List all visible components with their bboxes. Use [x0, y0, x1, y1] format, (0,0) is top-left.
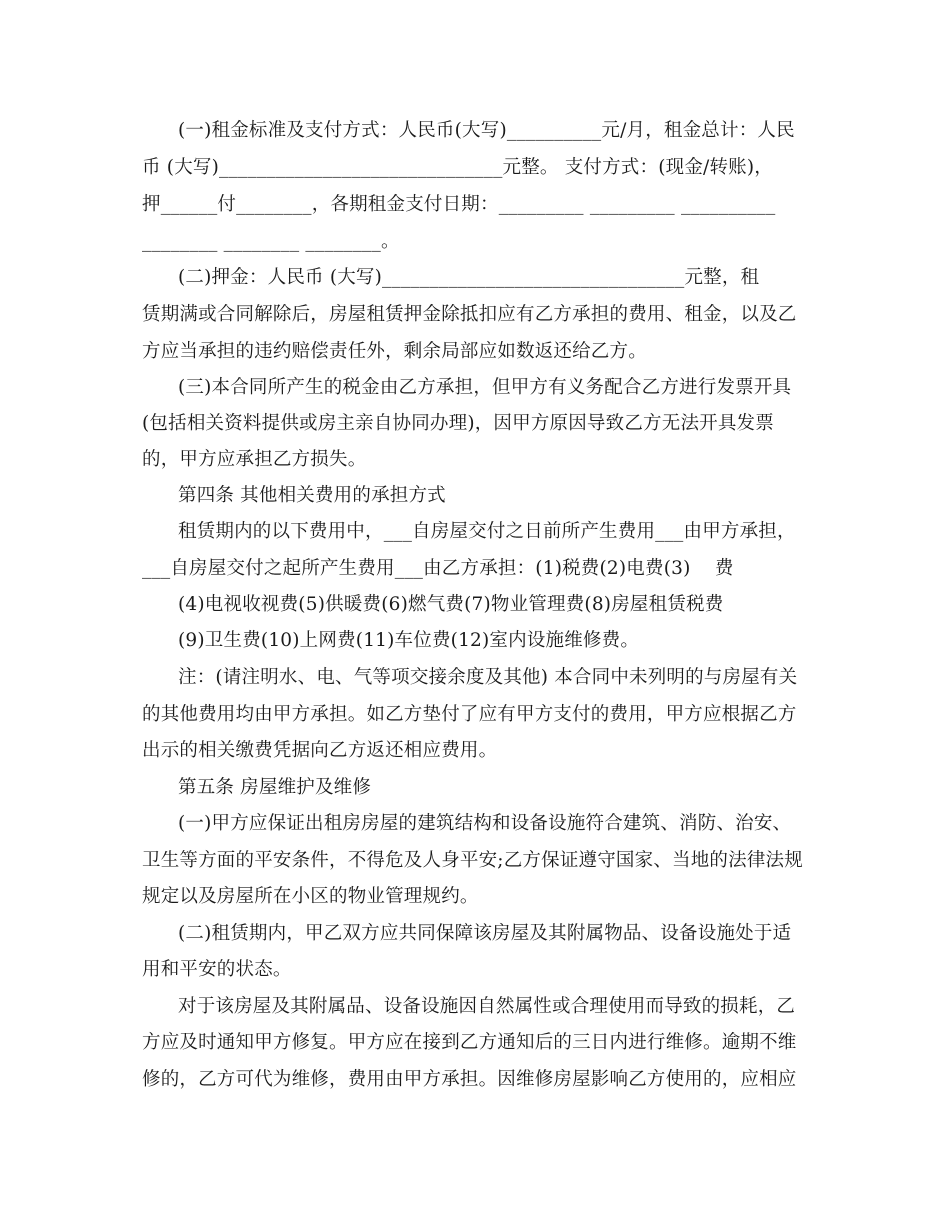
section-heading: 第五条 房屋维护及维修	[178, 777, 372, 798]
text-line: 修的，乙方可代为维修，费用由甲方承担。因维修房屋影响乙方使用的，应相应	[142, 1069, 797, 1090]
text-line: (三)本合同所产生的税金由乙方承担，但甲方有义务配合乙方进行发票开具	[178, 377, 792, 398]
text-line: 押______付________，各期租金支付日期：_________ _________ __________	[142, 194, 776, 215]
text-line: ________ ________ ________。	[142, 231, 400, 252]
text-line: 租赁期内的以下费用中，___自房屋交付之日前所产生费用___由甲方承担，	[178, 521, 796, 542]
text-line: 赁期满或合同解除后，房屋租赁押金除抵扣应有乙方承担的费用、租金，以及乙	[142, 304, 797, 325]
text-line: ___自房屋交付之起所产生费用___由乙方承担：(1)税费(2)电费(3) 费	[142, 558, 734, 579]
text-line: (二)押金：人民币 (大写)________________________________元整，租	[178, 267, 760, 288]
text-line: 注：(请注明水、电、气等项交接余度及其他) 本合同中未列明的与房屋有关	[178, 667, 798, 688]
text-line: 的其他费用均由甲方承担。如乙方垫付了应有甲方支付的费用，甲方应根据乙方	[142, 704, 797, 725]
text-line: 出示的相关缴费凭据向乙方返还相应费用。	[142, 740, 498, 761]
section-heading: 第四条 其他相关费用的承担方式	[178, 485, 446, 506]
text-line: 用和平安的状态。	[142, 959, 292, 980]
text-line: 方应当承担的违约赔偿责任外，剩余局部应如数返还给乙方。	[142, 341, 647, 362]
text-line: 卫生等方面的平安条件，不得危及人身平安;乙方保证遵守国家、当地的法律法规	[142, 850, 803, 871]
text-line: 方应及时通知甲方修复。甲方应在接到乙方通知后的三日内进行维修。逾期不维	[142, 1032, 797, 1053]
text-line: (一)甲方应保证出租房房屋的建筑结构和设备设施符合建筑、消防、治安、	[178, 813, 792, 834]
text-line: (9)卫生费(10)上网费(11)车位费(12)室内设施维修费。	[178, 630, 640, 651]
text-line: 规定以及房屋所在小区的物业管理规约。	[142, 886, 479, 907]
text-line: 对于该房屋及其附属品、设备设施因自然属性或合理使用而导致的损耗，乙	[178, 996, 796, 1017]
text-line: 的，甲方应承担乙方损失。	[142, 449, 367, 470]
text-line: (包括相关资料提供或房主亲自协同办理)，因甲方原因导致乙方无法开具发票	[142, 413, 774, 434]
text-line: (一)租金标准及支付方式：人民币(大写)__________元/月，租金总计：人民	[178, 120, 795, 141]
text-line: 币 (大写)______________________________元整。 支付方式：(现金/转账)，	[142, 157, 773, 178]
text-line: (二)租赁期内，甲乙双方应共同保障该房屋及其附属物品、设备设施处于适	[178, 923, 792, 944]
text-line: (4)电视收视费(5)供暖费(6)燃气费(7)物业管理费(8)房屋租赁税费	[178, 594, 724, 615]
